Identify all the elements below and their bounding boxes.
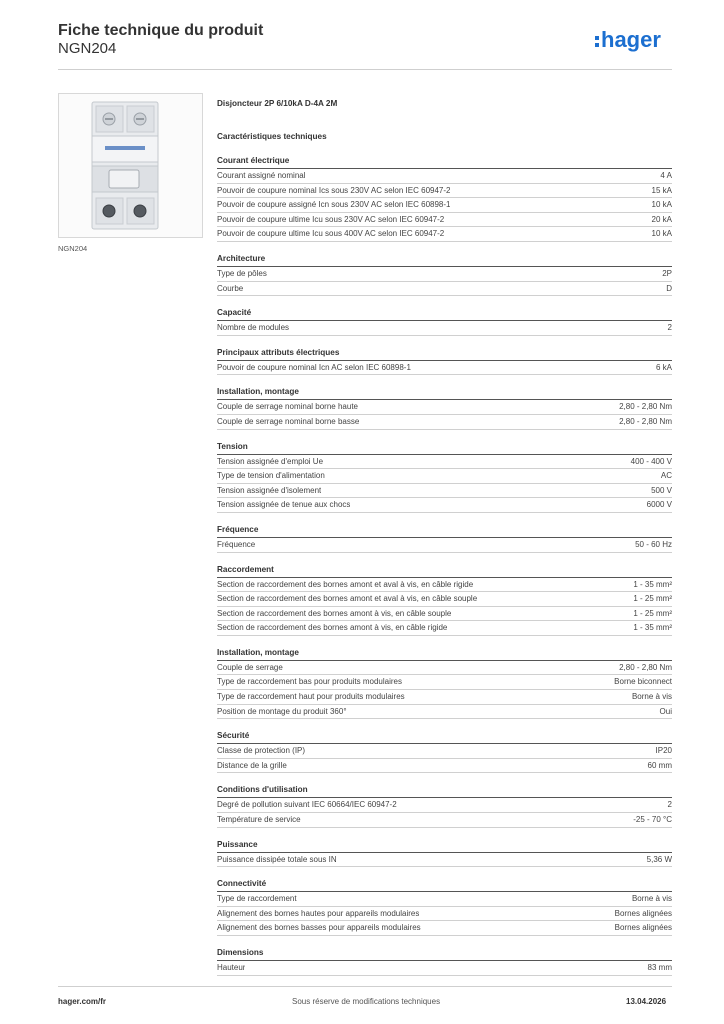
spec-label: Pouvoir de coupure nominal Icn AC selon IEC 60898-1 [217, 362, 411, 372]
spec-row [217, 798, 672, 813]
spec-section [217, 252, 672, 296]
footer-website[interactable]: hager.com/fr [58, 997, 107, 1006]
spec-section [217, 729, 672, 773]
section-title: Dimensions [217, 946, 672, 961]
spec-row [217, 455, 672, 470]
spec-row [217, 267, 672, 282]
spec-label: Couple de serrage nominal borne basse [217, 416, 360, 426]
spec-value: 15 kA [651, 185, 672, 195]
spec-value: 2,80 - 2,80 Nm [619, 662, 672, 672]
spec-label: Couple de serrage nominal borne haute [217, 402, 358, 412]
logo-colon-bottom [595, 43, 599, 47]
section-title: Connectivité [217, 877, 672, 892]
header-divider [58, 69, 672, 70]
product-title: Disjoncteur 2P 6/10kA D-4A 2M [217, 99, 338, 108]
spec-label: Type de raccordement [217, 894, 297, 904]
spec-value: 60 mm [647, 760, 672, 770]
spec-row [217, 538, 672, 553]
section-title: Installation, montage [217, 646, 672, 661]
spec-row [217, 907, 672, 922]
section-title: Courant électrique [217, 154, 672, 169]
spec-section [217, 838, 672, 868]
spec-section [217, 946, 672, 976]
spec-label: Pouvoir de coupure assigné Icn sous 230V AC selon IEC 60898-1 [217, 200, 451, 210]
section-title: Tension [217, 440, 672, 455]
spec-label: Pouvoir de coupure nominal Ics sous 230V AC selon IEC 60947-2 [217, 185, 451, 195]
spec-value: IP20 [655, 746, 672, 756]
spec-content [217, 97, 672, 986]
spec-section [217, 783, 672, 827]
spec-label: Couple de serrage [217, 662, 283, 672]
spec-row [217, 213, 672, 228]
spec-label: Degré de pollution suivant IEC 60664/IEC 60947-2 [217, 800, 397, 810]
spec-value: 5,36 W [646, 854, 672, 864]
section-title: Raccordement [217, 563, 672, 578]
spec-label: Courbe [217, 283, 244, 293]
spec-row [217, 853, 672, 868]
spec-row [217, 592, 672, 607]
footer-divider [58, 986, 672, 987]
spec-value: 1 - 35 mm² [633, 579, 672, 589]
spec-row [217, 498, 672, 513]
spec-section [217, 877, 672, 936]
tech-heading: Caractéristiques techniques [217, 132, 327, 141]
spec-value: 6000 V [646, 500, 672, 510]
spec-value: 2P [662, 268, 672, 278]
spec-row [217, 400, 672, 415]
section-title: Principaux attributs électriques [217, 346, 672, 361]
spec-value: Borne biconnect [614, 677, 672, 687]
spec-row [217, 484, 672, 499]
page-title: Fiche technique du produit [58, 22, 264, 39]
spec-label: Tension assignée d'emploi Ue [217, 456, 324, 466]
spec-label: Type de raccordement bas pour produits modulaires [217, 677, 402, 687]
spec-label: Tension assignée de tenue aux chocs [217, 500, 351, 510]
logo-text: hager [601, 27, 661, 52]
spec-row [217, 675, 672, 690]
spec-label: Type de tension d'alimentation [217, 471, 325, 481]
spec-label: Hauteur [217, 963, 246, 972]
spec-row [217, 578, 672, 593]
spec-section [217, 306, 672, 336]
spec-value: Borne à vis [631, 692, 672, 702]
spec-label: Pouvoir de coupure ultime Icu sous 230V AC selon IEC 60947-2 [217, 214, 445, 224]
spec-label: Nombre de modules [217, 323, 290, 333]
spec-value: D [666, 283, 672, 293]
spec-row [217, 813, 672, 828]
spec-value: Bornes alignées [614, 923, 672, 933]
product-photo [58, 93, 203, 238]
product-code: NGN204 [58, 40, 117, 57]
spec-section [217, 563, 672, 636]
spec-value: 2,80 - 2,80 Nm [619, 416, 672, 426]
hager-logo [594, 27, 674, 57]
spec-value: 83 mm [647, 963, 672, 972]
section-title: Installation, montage [217, 385, 672, 400]
spec-value: 2 [667, 323, 672, 333]
spec-row [217, 759, 672, 774]
section-title: Capacité [217, 306, 672, 321]
spec-label: Courant assigné nominal [217, 171, 306, 180]
spec-label: Température de service [217, 815, 301, 825]
spec-value: 20 kA [651, 214, 672, 224]
spec-value: 10 kA [651, 200, 672, 210]
spec-label: Alignement des bornes basses pour appareils modulaires [217, 923, 421, 933]
spec-value: -25 - 70 °C [633, 815, 672, 825]
spec-section [217, 523, 672, 553]
spec-label: Puissance dissipée totale sous IN [217, 854, 337, 864]
spec-row [217, 607, 672, 622]
spec-section [217, 385, 672, 429]
spec-label: Pouvoir de coupure ultime Icu sous 400V AC selon IEC 60947-2 [217, 229, 445, 239]
spec-row [217, 892, 672, 907]
spec-value: 1 - 25 mm² [633, 608, 672, 618]
spec-label: Type de pôles [217, 268, 267, 278]
spec-value: 2 [667, 800, 672, 810]
spec-sections [217, 154, 672, 976]
spec-row [217, 227, 672, 242]
spec-row [217, 921, 672, 936]
spec-row [217, 184, 672, 199]
spec-section [217, 346, 672, 376]
spec-label: Section de raccordement des bornes amont et aval à vis, en câble souple [217, 594, 478, 604]
spec-row [217, 690, 672, 705]
spec-value: 50 - 60 Hz [635, 539, 672, 549]
section-title: Conditions d'utilisation [217, 783, 672, 798]
logo-colon-top [595, 36, 599, 40]
spec-value: 1 - 35 mm² [633, 623, 672, 633]
spec-value: Oui [659, 706, 672, 716]
spec-row [217, 744, 672, 759]
spec-row [217, 198, 672, 213]
section-title: Fréquence [217, 523, 672, 538]
spec-label: Position de montage du produit 360° [217, 706, 347, 716]
spec-row [217, 169, 672, 184]
spec-section [217, 646, 672, 719]
spec-row [217, 361, 672, 376]
spec-label: Section de raccordement des bornes amont à vis, en câble souple [217, 608, 452, 618]
spec-row [217, 282, 672, 297]
spec-value: Borne à vis [631, 894, 672, 904]
spec-value: Bornes alignées [614, 908, 672, 918]
photo-caption: NGN204 [58, 244, 88, 253]
footer-date: 13.04.2026 [626, 997, 667, 1006]
spec-row [217, 661, 672, 676]
spec-value: 6 kA [655, 362, 672, 372]
spec-value: 4 A [660, 171, 672, 180]
spec-value: 400 - 400 V [630, 456, 672, 466]
spec-value: AC [660, 471, 672, 481]
spec-row [217, 621, 672, 636]
spec-row [217, 469, 672, 484]
spec-label: Type de raccordement haut pour produits modulaires [217, 692, 405, 702]
spec-value: 500 V [651, 485, 672, 495]
spec-row [217, 415, 672, 430]
section-title: Architecture [217, 252, 672, 267]
spec-label: Classe de protection (IP) [217, 746, 306, 756]
spec-row [217, 961, 672, 976]
spec-value: 2,80 - 2,80 Nm [619, 402, 672, 412]
spec-value: 1 - 25 mm² [633, 594, 672, 604]
section-title: Sécurité [217, 729, 672, 744]
spec-row [217, 321, 672, 336]
spec-label: Distance de la grille [217, 760, 287, 770]
spec-row [217, 705, 672, 720]
spec-label: Alignement des bornes hautes pour appareils modulaires [217, 908, 420, 918]
spec-label: Fréquence [217, 539, 256, 549]
spec-value: 10 kA [651, 229, 672, 239]
spec-label: Section de raccordement des bornes amont et aval à vis, en câble rigide [217, 579, 474, 589]
section-title: Puissance [217, 838, 672, 853]
spec-section [217, 154, 672, 242]
spec-label: Tension assignée d'isolement [217, 485, 322, 495]
footer-notice: Sous réserve de modifications techniques [292, 997, 441, 1006]
spec-label: Section de raccordement des bornes amont à vis, en câble rigide [217, 623, 448, 633]
spec-section [217, 440, 672, 513]
